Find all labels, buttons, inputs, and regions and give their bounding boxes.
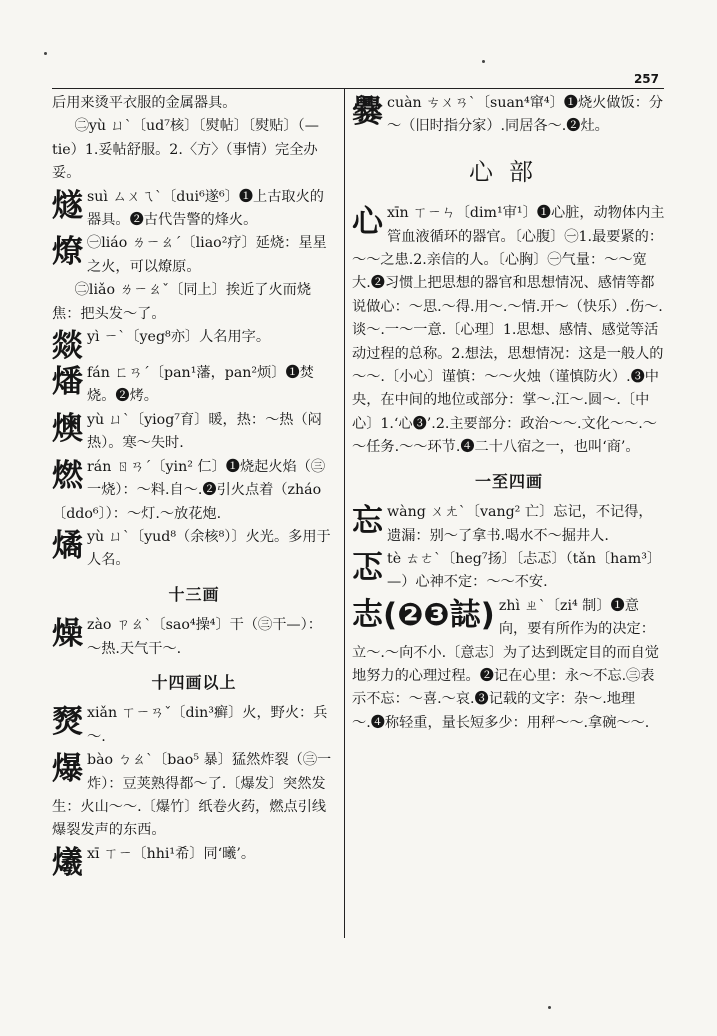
definition: wàng ㄨㄤˋ〔vang² 亡〕忘记，不记得，遗漏：别～了拿书.喝水不～掘井人. [387, 504, 653, 544]
section-heading-14-strokes: 十四画以上 [151, 672, 237, 692]
definition: zhì ㄓˋ〔zi⁴ 制〕❶意向，要有所作为的决定：立～.～向不小.〔意志〕为了达到既定目的而自觉地努力的心理过程。❷记在心里：永～不忘.㊂表示不忘：～喜.～哀.❸记载的文字：杂～.地理～.❹称轻重，量长短多少：用秤～～.拿碗～～. [352, 597, 659, 731]
headword: 爨 [352, 94, 383, 130]
dictionary-entry [52, 843, 336, 879]
entry-zao [52, 614, 336, 661]
definition: ㊀liáo ㄌㄧㄠˊ〔liao²疗〕延烧：星星之火，可以燎原。 [87, 235, 327, 275]
definition: yì ㄧˋ〔yeg⁸亦〕人名用字。 [87, 329, 271, 346]
headword: 忘 [352, 503, 383, 540]
scan-speck [482, 60, 485, 63]
dictionary-entry [352, 202, 666, 459]
right-column [352, 92, 666, 735]
definition: zào ㄗㄠˋ〔sao⁴操⁴〕干（㊂干—）：～热.天气干～. [87, 617, 322, 657]
scan-speck [548, 1006, 551, 1009]
section-heading-1-4-strokes: 一至四画 [474, 471, 543, 491]
left-column [52, 92, 336, 879]
headword: 燔 [52, 364, 83, 401]
headword: 燎 [52, 234, 83, 271]
dictionary-entry [52, 702, 336, 749]
definition: suì ㄙㄨㄟˋ〔dui⁶遂⁶〕❶上古取火的器具。❷古代告警的烽火。 [87, 188, 324, 229]
dictionary-entry [52, 526, 336, 573]
dictionary-entry [352, 548, 666, 595]
dictionary-entry [52, 326, 336, 365]
dictionary-entry [52, 409, 336, 456]
right-entries [352, 92, 666, 139]
page-number: 257 [633, 72, 659, 86]
headword: 爔 [52, 844, 83, 881]
dictionary-entry [52, 232, 336, 279]
dictionary-entry [52, 186, 336, 233]
dictionary-entry [52, 92, 336, 115]
headword: 燠 [52, 410, 83, 447]
definition: tè ㄊㄜˋ〔heg⁷扬〕〔忐忑〕（tǎn〔ham³〕—）心神不定：～～不安. [387, 550, 662, 591]
headword: 燏 [52, 527, 83, 564]
definition: xīn ㄒㄧㄣ〔dim¹审¹〕❶心脏，动物体内主管血液循环的器官。〔心腹〕㊀1.最要紧的：～～之患.2.亲信的人。〔心胸〕㊀气量：～～宽大.❷习惯上把思想的器官和思想情况、感情等都说做心：～思.～得.用～.～情.开～（快乐）.伤～.谈～.一～一意.〔心理〕1.思想、感情、感觉等活动过程的总称。2.想法，思想情况：这是一般人的～～.〔小心〕谨慎：～～火烛（谨慎防火）.❸中央，在中间的地位或部分：掌～.江～.圆～.〔中心〕1.‘心❸’.2.主要部分：政治～～.文化～～.～～任务.～～环节.❹二十八宿之一，也叫‘商’。 [352, 205, 665, 456]
scan-speck [44, 52, 47, 55]
headword: 燹 [52, 704, 83, 741]
dictionary-entry [352, 595, 666, 735]
headword: 燥 [52, 616, 83, 653]
headword: 燚 [52, 328, 83, 365]
definition: cuàn ㄘㄨㄢˋ〔suan⁴窜⁴〕❶烧火做饭：分～（旧时指分家）.同居各～.❷灶。 [387, 95, 664, 135]
dictionary-entry [52, 456, 336, 526]
headword: 燧 [52, 187, 83, 224]
column-divider [344, 88, 345, 938]
headword: 燃 [52, 457, 83, 494]
top-rule [52, 88, 664, 89]
dictionary-entry [52, 749, 336, 843]
dictionary-entry [352, 92, 666, 139]
section-heading-13-strokes: 十三画 [168, 584, 220, 604]
definition: xiǎn ㄒㄧㄢˇ〔din³癣〕火，野火：兵～. [87, 705, 328, 745]
headword: 爆 [52, 751, 83, 788]
dictionary-entry [52, 362, 336, 409]
definition: bào ㄅㄠˋ〔bao⁵ 暴〕猛然炸裂（㊂一炸）：豆荚熟得都～了.〔爆发〕突然发生：火山～～.〔爆竹〕纸卷火药，燃点引线爆裂发声的东西。 [52, 752, 332, 839]
definition: ㊁liǎo ㄌㄧㄠˇ〔同上〕挨近了火而烧焦：把头发～了。 [52, 282, 312, 322]
headword: 心 [352, 204, 383, 241]
dictionary-entry [352, 501, 666, 548]
definition: ㊁yù ㄩˋ〔ud⁷核〕〔熨帖〕〔熨贴〕（—tie）1.妥帖舒服。2.〈方〉（事情）完全办妥。 [52, 118, 319, 182]
dictionary-entry [52, 115, 336, 185]
definition: yù ㄩˋ〔yiog⁷育〕暖，热：～热（闷热）。寒～失时. [87, 411, 322, 452]
definition: rán ㄖㄢˊ〔yin² 仁〕❶烧起火焰（㊂一烧）：～料.自～.❷引火点着（zháo〔ddo⁶〕）：～灯.～放花炮. [52, 458, 326, 522]
right-entries-2 [352, 202, 666, 459]
right-entries-3 [352, 501, 666, 735]
left-entries-2 [52, 702, 336, 881]
radical-section-title: 心部 [469, 157, 549, 186]
left-entries [52, 92, 336, 573]
definition: xī ㄒㄧ〔hhi¹希〕同‘曦’。 [87, 845, 256, 862]
definition: 后用来烫平衣服的金属器具。 [52, 95, 237, 111]
definition: fán ㄈㄢˊ〔pan¹藩，pan²烦〕❶焚烧。❷烤。 [87, 365, 314, 405]
definition: yù ㄩˋ〔yud⁸（余核⁸）〕火光。多用于人名。 [87, 528, 331, 569]
headword: 志(❷❸誌) [352, 596, 495, 633]
headword: 忑 [352, 549, 383, 586]
dictionary-entry [52, 279, 336, 326]
